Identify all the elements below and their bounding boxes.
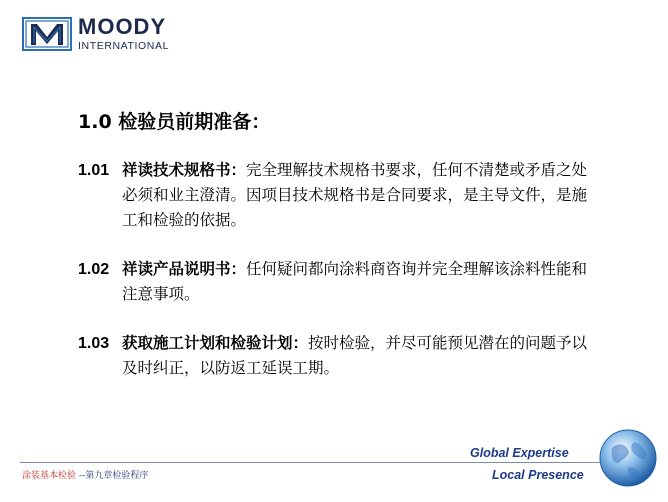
slide-title: 1.0 检验员前期准备： [78, 111, 271, 133]
globe-icon [598, 428, 658, 488]
item-text: 完全理解技术规格书要求，任何不清楚或矛盾之处必须和业主澄清。因项目技术规格书是合同要求，是主导文件，是施工和检验的依据。 [122, 161, 588, 229]
logo-wordmark: MOODY [78, 14, 167, 39]
footer-chapter: --第九章检验程序 [76, 471, 149, 481]
footer-course: 涂装基本检验 [22, 471, 77, 481]
item-number: 1.03 [78, 335, 110, 352]
item-number: 1.02 [78, 261, 110, 278]
moody-logo [22, 16, 169, 52]
item-heading: 获取施工计划和检验计划： [122, 334, 309, 352]
footer-text [22, 468, 148, 481]
footer-divider [20, 462, 600, 463]
list-item [78, 257, 598, 307]
moody-m-emblem-icon [22, 17, 72, 51]
logo-subtitle: INTERNATIONAL [78, 40, 170, 52]
item-text: 按时检验，并尽可能预见潜在的问题予以及时纠正，以防返工延误工期。 [122, 334, 588, 377]
item-heading: 祥读技术规格书： [122, 161, 247, 179]
tagline-global-expertise: Global Expertise [470, 446, 569, 460]
item-number: 1.01 [78, 162, 110, 179]
item-heading: 祥读产品说明书： [122, 260, 247, 278]
item-text: 任何疑问都向涂料商咨询并完全理解该涂料性能和注意事项。 [122, 260, 588, 303]
list-item [78, 158, 598, 233]
tagline-local-presence: Local Presence [492, 468, 584, 482]
list-item [78, 331, 598, 381]
